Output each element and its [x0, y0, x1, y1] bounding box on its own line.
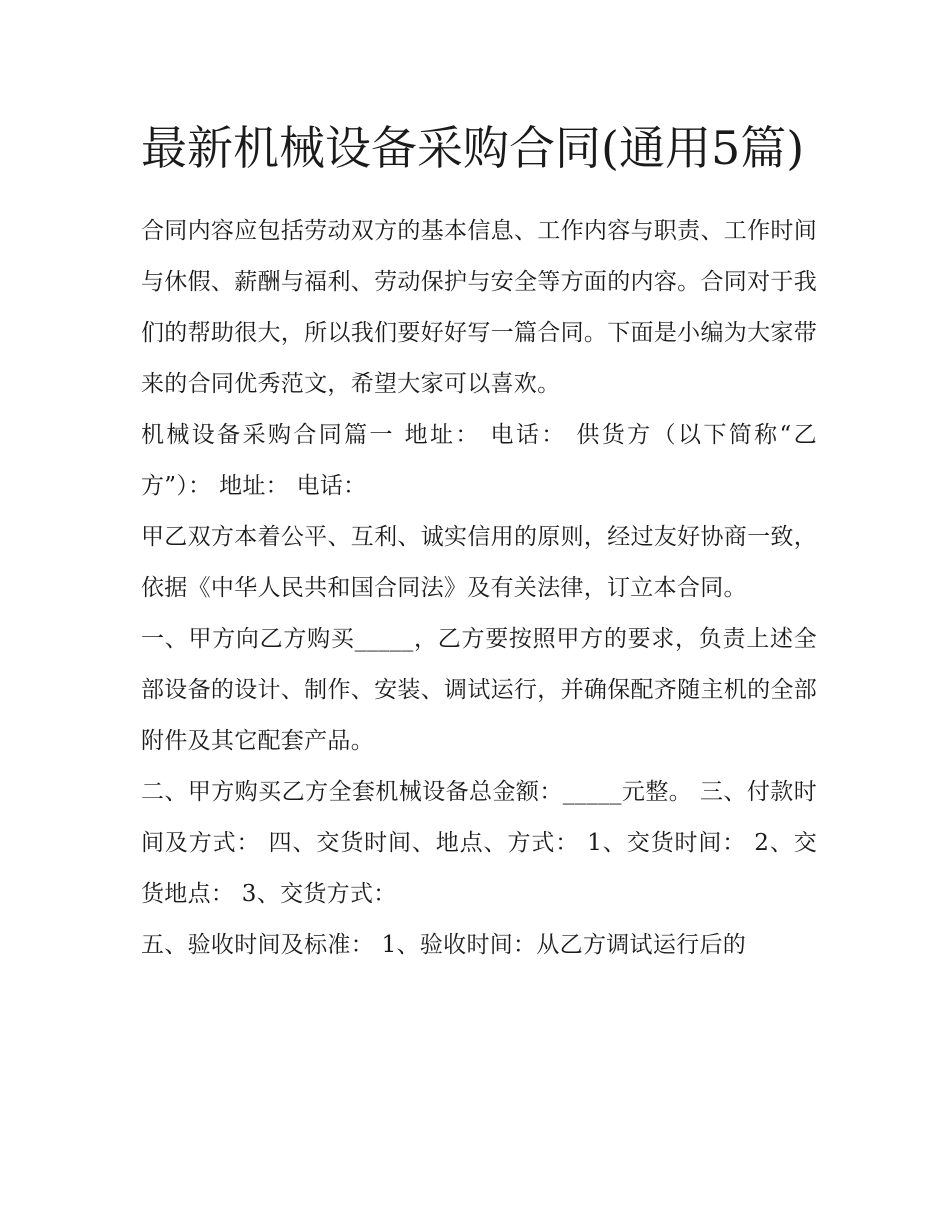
clause-five-paragraph: 五、验收时间及标准： 1、验收时间：从乙方调试运行后的 [141, 932, 747, 958]
document-title: 最新机械设备采购合同(通用5篇) [141, 121, 805, 175]
principle-paragraph: 甲乙双方本着公平、互利、诚实信用的原则，经过友好协商一致，依据《中华人民共和国合同法》及有关法律，订立本合同。 [141, 524, 817, 601]
document-body [141, 112, 817, 971]
contract-header-paragraph: 机械设备采购合同篇一 地址： 电话： 供货方（以下简称“乙方”）： 地址： 电话： [141, 422, 817, 499]
clause-two-paragraph: 二、甲方购买乙方全套机械设备总金额：_____元整。 三、付款时间及方式： 四、交货时间、地点、方式： 1、交货时间： 2、交货地点： 3、交货方式： [141, 779, 817, 907]
intro-paragraph: 合同内容应包括劳动双方的基本信息、工作内容与职责、工作时间与休假、薪酬与福利、劳动保护与安全等方面的内容。合同对于我们的帮助很大，所以我们要好好写一篇合同。下面是小编为大家带来的合同优秀范文，希望大家可以喜欢。 [141, 218, 817, 397]
clause-one-paragraph: 一、甲方向乙方购买_____，乙方要按照甲方的要求，负责上述全部设备的设计、制作、安装、调试运行，并确保配齐随主机的全部附件及其它配套产品。 [141, 626, 817, 754]
